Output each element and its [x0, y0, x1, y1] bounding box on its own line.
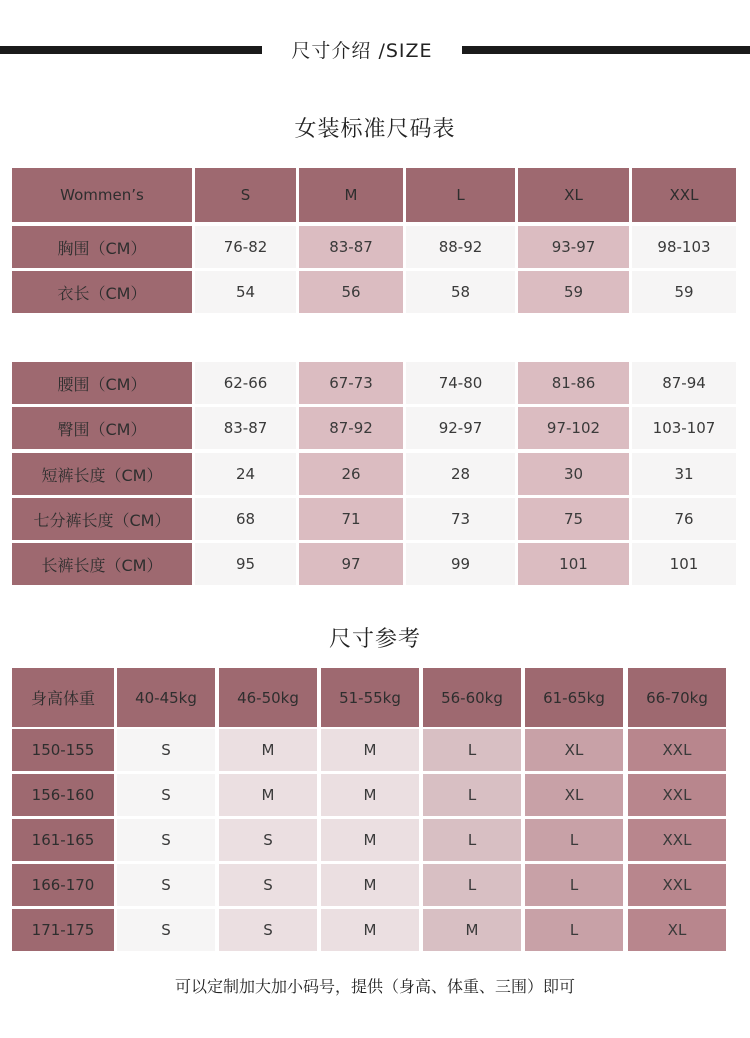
weight-header-cell: 40-45kg [117, 668, 215, 727]
table-cell: L [525, 819, 623, 861]
table3-title: 尺寸参考 [328, 627, 421, 652]
table-cell: 74-80 [406, 362, 515, 404]
height-label-cell: 156-160 [12, 774, 114, 816]
table-cell: 76-82 [195, 226, 296, 268]
table-cell: 58 [406, 271, 515, 313]
table-cell: M [321, 909, 419, 951]
table-cell: M [321, 774, 419, 816]
table-cell: 59 [518, 271, 629, 313]
table-cell: XL [628, 909, 726, 951]
header-bar-right [462, 46, 750, 54]
table-cell: 97 [299, 543, 403, 585]
height-label-cell: 150-155 [12, 729, 114, 771]
table-cell: 95 [195, 543, 296, 585]
size-header-cell: XL [518, 168, 629, 222]
size-header-cell: S [195, 168, 296, 222]
table-cell: 75 [518, 498, 629, 540]
weight-header-cell: 51-55kg [321, 668, 419, 727]
table-cell: M [321, 819, 419, 861]
table-cell: 31 [632, 453, 736, 495]
table-cell: 24 [195, 453, 296, 495]
table-cell: S [219, 864, 317, 906]
footer-note: 可以定制加大加小码号，提供（身高、体重、三围）即可 [174, 977, 575, 996]
table-cell: XL [525, 774, 623, 816]
table-cell: 101 [518, 543, 629, 585]
header-title: 尺寸介绍 /SIZE [291, 40, 433, 62]
table-cell: L [423, 864, 521, 906]
section-header [0, 32, 750, 72]
table1-title: 女装标准尺码表 [294, 117, 456, 142]
table-cell: L [525, 864, 623, 906]
table-cell: 98-103 [632, 226, 736, 268]
table-cell: 93-97 [518, 226, 629, 268]
size-header-cell: M [299, 168, 403, 222]
table-cell: 73 [406, 498, 515, 540]
table-cell: S [219, 909, 317, 951]
table-cell: 59 [632, 271, 736, 313]
table-cell: S [219, 819, 317, 861]
table-cell: 101 [632, 543, 736, 585]
table-cell: 81-86 [518, 362, 629, 404]
table-cell: S [117, 819, 215, 861]
table-cell: 92-97 [406, 407, 515, 449]
table-cell: S [117, 729, 215, 771]
row-label-cell: 衣长（CM） [12, 271, 192, 313]
row-label-cell: 臀围（CM） [12, 407, 192, 449]
table-cell: M [321, 729, 419, 771]
table-cell: 67-73 [299, 362, 403, 404]
header-corner-cell: 身高体重 [12, 668, 114, 727]
weight-header-cell: 46-50kg [219, 668, 317, 727]
height-label-cell: 166-170 [12, 864, 114, 906]
table-cell: XXL [628, 774, 726, 816]
height-label-cell: 171-175 [12, 909, 114, 951]
table-cell: XL [525, 729, 623, 771]
table-cell: XXL [628, 729, 726, 771]
table-cell: L [423, 729, 521, 771]
table-cell: 83-87 [299, 226, 403, 268]
table-cell: 87-92 [299, 407, 403, 449]
table-cell: 30 [518, 453, 629, 495]
size-header-cell: L [406, 168, 515, 222]
row-label-cell: 长裤长度（CM） [12, 543, 192, 585]
table-cell: 97-102 [518, 407, 629, 449]
table-cell: 103-107 [632, 407, 736, 449]
table-cell: S [117, 909, 215, 951]
table-cell: XXL [628, 864, 726, 906]
table-cell: L [525, 909, 623, 951]
row-label-cell: 胸围（CM） [12, 226, 192, 268]
table-cell: 62-66 [195, 362, 296, 404]
table-cell: M [219, 729, 317, 771]
table-cell: 54 [195, 271, 296, 313]
row-label-cell: 腰围（CM） [12, 362, 192, 404]
table-cell: M [219, 774, 317, 816]
table-cell: M [321, 864, 419, 906]
table-cell: 26 [299, 453, 403, 495]
row-label-cell: 七分裤长度（CM） [12, 498, 192, 540]
weight-header-cell: 61-65kg [525, 668, 623, 727]
table-cell: XXL [628, 819, 726, 861]
header-bar-left [0, 46, 262, 54]
table-cell: S [117, 864, 215, 906]
table-cell: 68 [195, 498, 296, 540]
weight-header-cell: 66-70kg [628, 668, 726, 727]
row-label-cell: 短裤长度（CM） [12, 453, 192, 495]
table-cell: 88-92 [406, 226, 515, 268]
table-cell: 99 [406, 543, 515, 585]
header-corner-cell: Wommen’s [12, 168, 192, 222]
table-cell: 28 [406, 453, 515, 495]
table-cell: S [117, 774, 215, 816]
table-cell: L [423, 774, 521, 816]
size-header-cell: XXL [632, 168, 736, 222]
table-cell: 76 [632, 498, 736, 540]
height-label-cell: 161-165 [12, 819, 114, 861]
table-cell: 71 [299, 498, 403, 540]
weight-header-cell: 56-60kg [423, 668, 521, 727]
table-cell: 56 [299, 271, 403, 313]
table-cell: 83-87 [195, 407, 296, 449]
table-cell: 87-94 [632, 362, 736, 404]
table-cell: M [423, 909, 521, 951]
table-cell: L [423, 819, 521, 861]
